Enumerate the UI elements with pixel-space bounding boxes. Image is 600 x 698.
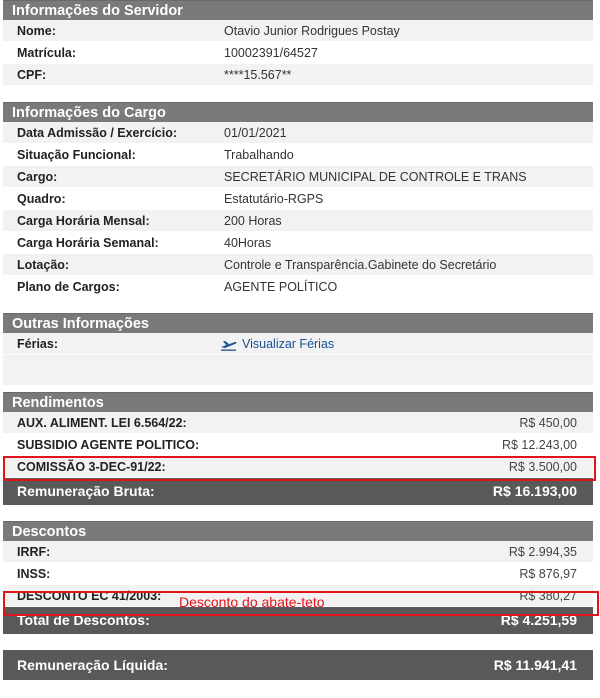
amount-irrf: R$ 2.994,35	[508, 545, 577, 559]
spacer	[3, 634, 593, 650]
amount-remuneracao-bruta: R$ 16.193,00	[492, 483, 577, 499]
value-carga-mensal: 200 Horas	[224, 214, 282, 228]
row-subsidio	[3, 434, 593, 456]
amount-desconto-ec: R$ 380,27	[519, 589, 577, 603]
label-matricula: Matrícula:	[17, 46, 77, 60]
value-cargo: SECRETÁRIO MUNICIPAL DE CONTROLE E TRANS	[224, 170, 527, 184]
amount-remuneracao-liquida: R$ 11.941,41	[493, 657, 577, 673]
row-carga-mensal	[3, 210, 593, 232]
amount-comissao: R$ 3.500,00	[508, 460, 577, 474]
amount-aux-aliment: R$ 450,00	[519, 416, 577, 430]
row-nome	[3, 20, 593, 42]
label-quadro: Quadro:	[17, 192, 66, 206]
row-inss	[3, 563, 593, 585]
amount-total-descontos: R$ 4.251,59	[500, 612, 577, 628]
label-ferias: Férias:	[17, 337, 58, 351]
row-comissao	[3, 456, 593, 478]
label-remuneracao-liquida: Remuneração Líquida:	[17, 657, 168, 673]
total-descontos	[3, 607, 593, 634]
section-header-rendimentos: Rendimentos	[3, 392, 593, 412]
label-desconto-ec: DESCONTO EC 41/2003:	[17, 589, 162, 603]
spacer	[3, 385, 593, 392]
row-carga-semanal	[3, 232, 593, 254]
value-quadro: Estatutário-RGPS	[224, 192, 324, 206]
row-irrf	[3, 541, 593, 563]
label-irrf: IRRF:	[17, 545, 51, 559]
row-plano	[3, 276, 593, 298]
section-header-descontos: Descontos	[3, 521, 593, 541]
row-cargo	[3, 166, 593, 188]
value-lotacao: Controle e Transparência.Gabinete do Secretário	[224, 258, 497, 272]
airplane-icon	[220, 339, 237, 351]
payroll-panel	[3, 0, 593, 680]
amount-inss: R$ 876,97	[519, 567, 577, 581]
label-nome: Nome:	[17, 24, 56, 38]
row-aux-aliment	[3, 412, 593, 434]
label-comissao: COMISSÃO 3-DEC-91/22:	[17, 460, 166, 474]
label-subsidio: SUBSIDIO AGENTE POLITICO:	[17, 438, 200, 452]
value-situacao: Trabalhando	[224, 148, 294, 162]
label-cpf: CPF:	[17, 68, 47, 82]
section-header-cargo: Informações do Cargo	[3, 102, 593, 122]
section-header-servidor: Informações do Servidor	[3, 0, 593, 20]
row-situacao	[3, 144, 593, 166]
label-total-descontos: Total de Descontos:	[17, 612, 150, 628]
row-lotacao	[3, 254, 593, 276]
row-ferias	[3, 333, 593, 355]
label-remuneracao-bruta: Remuneração Bruta:	[17, 483, 155, 499]
row-quadro	[3, 188, 593, 210]
spacer	[3, 505, 593, 521]
label-cargo: Cargo:	[17, 170, 58, 184]
label-plano: Plano de Cargos:	[17, 280, 120, 294]
value-admissao: 01/01/2021	[224, 126, 287, 140]
row-admissao	[3, 122, 593, 144]
visualizar-ferias-link[interactable]	[220, 333, 334, 355]
label-lotacao: Lotação:	[17, 258, 70, 272]
amount-subsidio: R$ 12.243,00	[501, 438, 577, 452]
total-remuneracao-bruta	[3, 478, 593, 505]
label-admissao: Data Admissão / Exercício:	[17, 126, 178, 140]
total-remuneracao-liquida	[3, 650, 593, 680]
spacer	[3, 298, 593, 313]
value-carga-semanal: 40Horas	[224, 236, 272, 250]
value-plano: AGENTE POLÍTICO	[224, 280, 338, 294]
value-matricula: 10002391/64527	[224, 46, 318, 60]
label-carga-mensal: Carga Horária Mensal:	[17, 214, 150, 228]
label-aux-aliment: AUX. ALIMENT. LEI 6.564/22:	[17, 416, 187, 430]
value-cpf: ****15.567**	[224, 68, 292, 82]
section-header-outras: Outras Informações	[3, 313, 593, 333]
visualizar-ferias-label: Visualizar Férias	[242, 337, 335, 351]
spacer	[3, 355, 593, 385]
value-nome: Otavio Junior Rodrigues Postay	[224, 24, 400, 38]
label-carga-semanal: Carga Horária Semanal:	[17, 236, 159, 250]
spacer	[3, 86, 593, 102]
label-inss: INSS:	[17, 567, 51, 581]
annotation-abate-teto: Desconto do abate-teto	[179, 594, 325, 610]
row-matricula	[3, 42, 593, 64]
label-situacao: Situação Funcional:	[17, 148, 136, 162]
row-cpf	[3, 64, 593, 86]
